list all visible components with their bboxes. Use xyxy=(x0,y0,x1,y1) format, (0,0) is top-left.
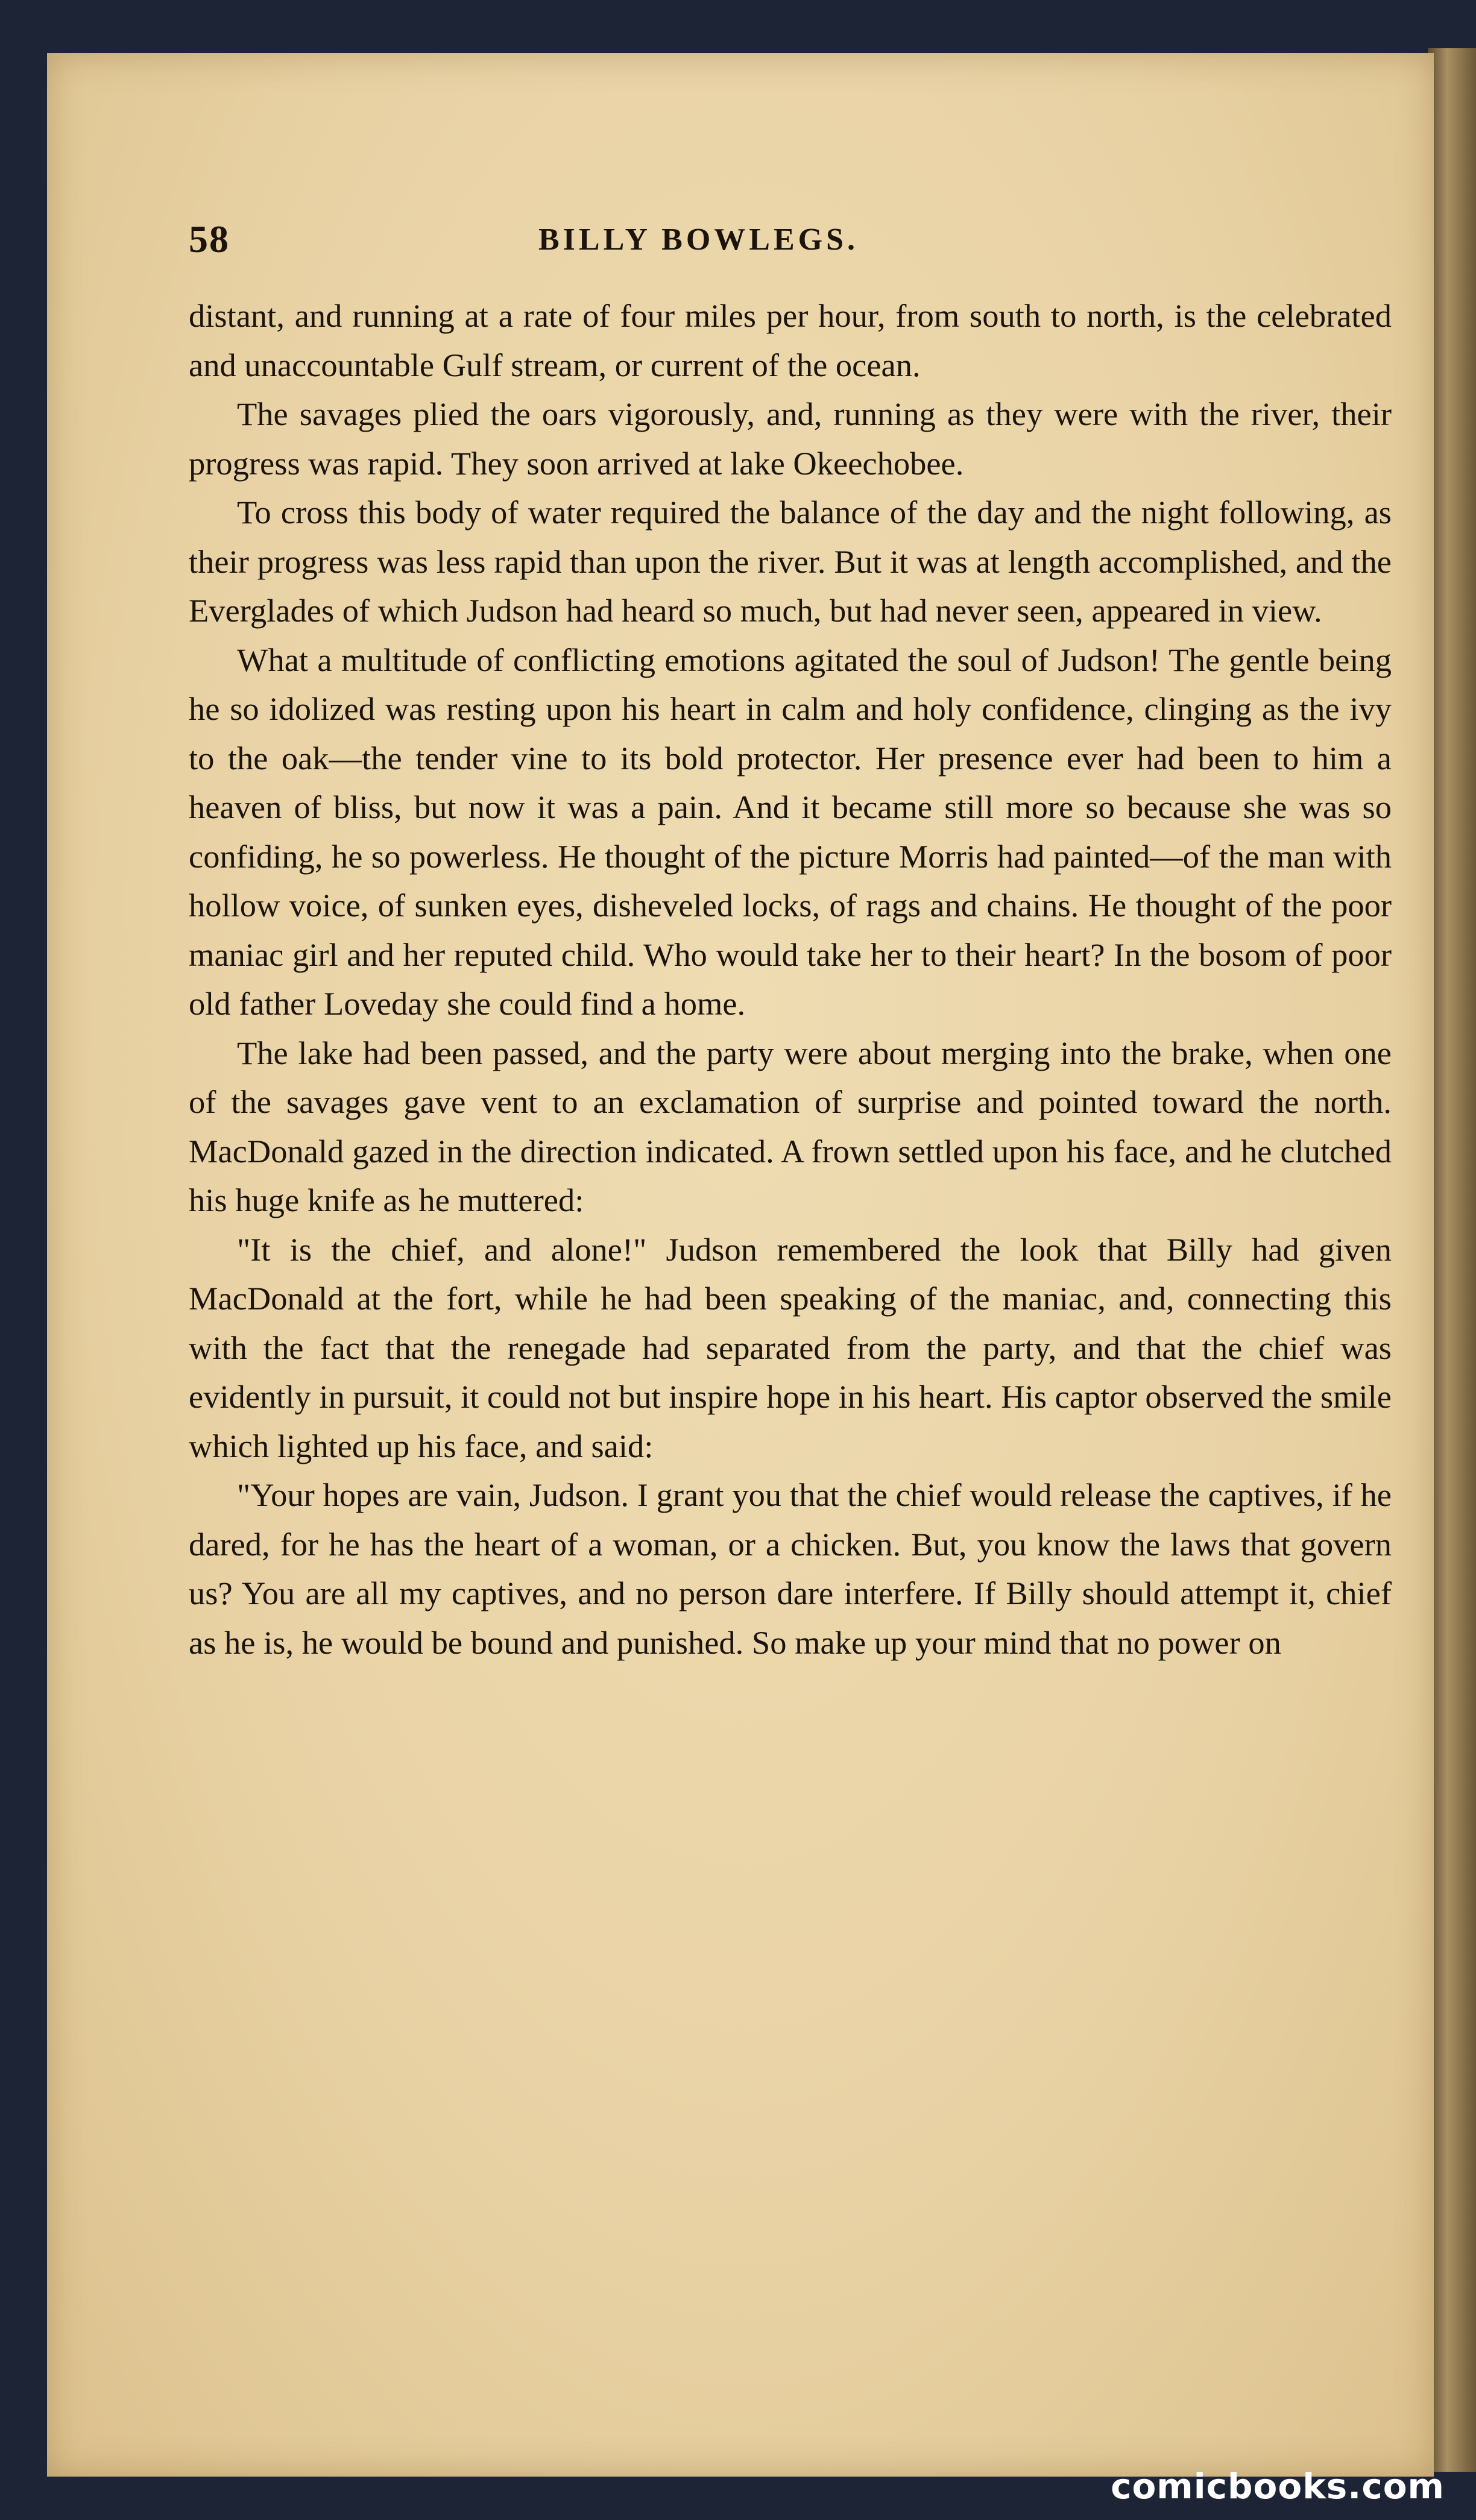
paragraph: "It is the chief, and alone!" Judson remembered the look that Billy had given MacDonald at the fort, while he had been speaking of the maniac, and, connecting this with the fact that the renegade had separated from the party, and that the chief was evidently in pursuit, it could not but inspire hope in his heart. His captor observed the smile which lighted up his face, and said: xyxy=(189,1230,1392,1464)
book-page xyxy=(47,53,1434,2477)
body-text xyxy=(189,291,1392,1667)
site-watermark: comicbooks.com xyxy=(1111,2466,1445,2507)
paragraph: To cross this body of water required the balance of the day and the night following, as their progress was less rapid than upon the river. But it was at length accomplished, and the Everglades of which Judson had heard so much, but had never seen, appeared in view. xyxy=(189,494,1392,629)
paragraph: What a multitude of conflicting emotions agitated the soul of Judson! The gentle being he so idolized was resting upon his heart in calm and holy confidence, clinging as the ivy to the oak—the tender vine to its bold protector. Her presence ever had been to him a heaven of bliss, but now it was a pain. And it became still more so because she was so confiding, he so powerless. He thought of the picture Morris had painted—of the man with hollow voice, of sunken eyes, disheveled locks, of rags and chains. He thought of the poor maniac girl and her reputed child. Who would take her to their heart? In the bosom of poor old father Loveday she could find a home. xyxy=(189,641,1392,1022)
page-header xyxy=(189,205,1389,271)
paragraph: "Your hopes are vain, Judson. I grant you that the chief would release the captives, if he dared, for he has the heart of a woman, or a chicken. But, you know the laws that govern us? You are all my captives, and no person dare interfere. If Billy should attempt it, chief as he is, he would be bound and punished. So make up your mind that no power on xyxy=(189,1476,1392,1661)
running-title: BILLY BOWLEGS. xyxy=(538,222,859,257)
paragraph: distant, and running at a rate of four miles per hour, from south to north, is the celebrated and unaccountable Gulf stream, or current of the ocean. xyxy=(189,297,1392,383)
paragraph: The savages plied the oars vigorously, and, running as they were with the river, their progress was rapid. They soon arrived at lake Okeechobee. xyxy=(189,395,1392,482)
paragraph: The lake had been passed, and the party were about merging into the brake, when one of the savages gave vent to an exclamation of surprise and pointed toward the north. MacDonald gazed in the direction indicated. A frown settled upon his face, and he clutched his huge knife as he muttered: xyxy=(189,1034,1392,1218)
page-number: 58 xyxy=(189,218,230,260)
adjacent-page-edge xyxy=(1428,48,1476,2472)
